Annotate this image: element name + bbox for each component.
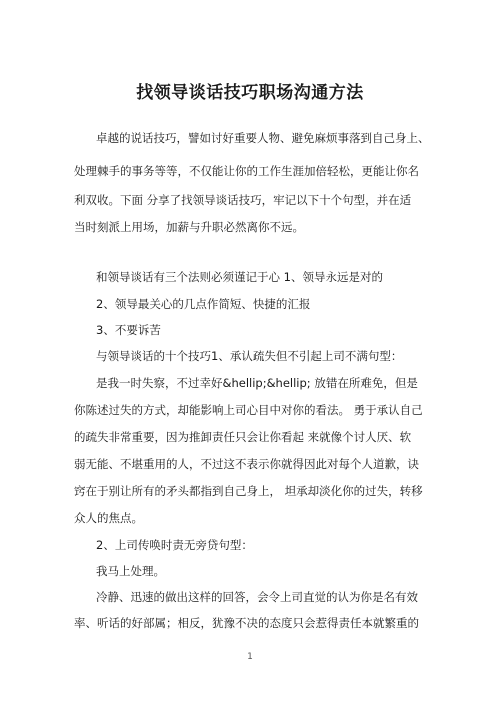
paragraph-line: 2、上司传唤时责无旁贷句型：: [96, 538, 253, 552]
paragraph-line: 冷静、迅速的做出这样的回答，会令上司直觉的认为你是名有效: [96, 590, 418, 604]
paragraph-line: 众人的焦点。: [74, 511, 143, 525]
paragraph-line: 当时刻派上用场，加薪与升职必然离你不远。: [74, 220, 304, 234]
paragraph-line: 与领导谈话的十个技巧1、承认疏失但不引起上司不满句型：: [96, 349, 403, 363]
paragraph-line: 你陈述过失的方式，却能影响上司心目中对你的看法。 勇于承认自己: [74, 403, 423, 417]
paragraph-line: 卓越的说话技巧，譬如讨好重要人物、避免麻烦事落到自己身上、: [96, 131, 430, 145]
paragraph-line: 率、听话的好部属；相反，犹豫不决的态度只会惹得责任本就繁重的: [74, 616, 419, 630]
paragraph-line: 窍在于别让所有的矛头都指到自己身上， 坦承却淡化你的过失，转移: [74, 484, 423, 498]
paragraph-line: 的疏失非常重要，因为推卸责任只会让你看起 来就像个讨人厌、软: [74, 430, 412, 444]
page-number: 1: [247, 652, 253, 662]
paragraph-line: 弱无能、不堪重用的人，不过这不表示你就得因此对每个人道歉，诀: [74, 457, 419, 471]
paragraph-line: 处理棘手的事务等等，不仅能让你的工作生涯加倍轻松，更能让你名: [74, 164, 419, 178]
paragraph-line: 2、领导最关心的几点作简短、快捷的汇报: [96, 297, 311, 311]
paragraph-line: 和领导谈话有三个法则必须谨记于心 1、领导永远是对的: [96, 270, 383, 284]
paragraph-line: 利双收。下面 分享了找领导谈话技巧，牢记以下十个句型，并在适: [74, 193, 412, 207]
paragraph-line: 3、不要诉苦: [96, 323, 161, 337]
document-title: 找领导谈话技巧职场沟通方法: [136, 83, 364, 103]
paragraph-line: 我马上处理。: [96, 564, 165, 578]
paragraph-line: 是我一时失察，不过幸好&hellip;&hellip; 放错在所难免，但是: [96, 376, 418, 390]
